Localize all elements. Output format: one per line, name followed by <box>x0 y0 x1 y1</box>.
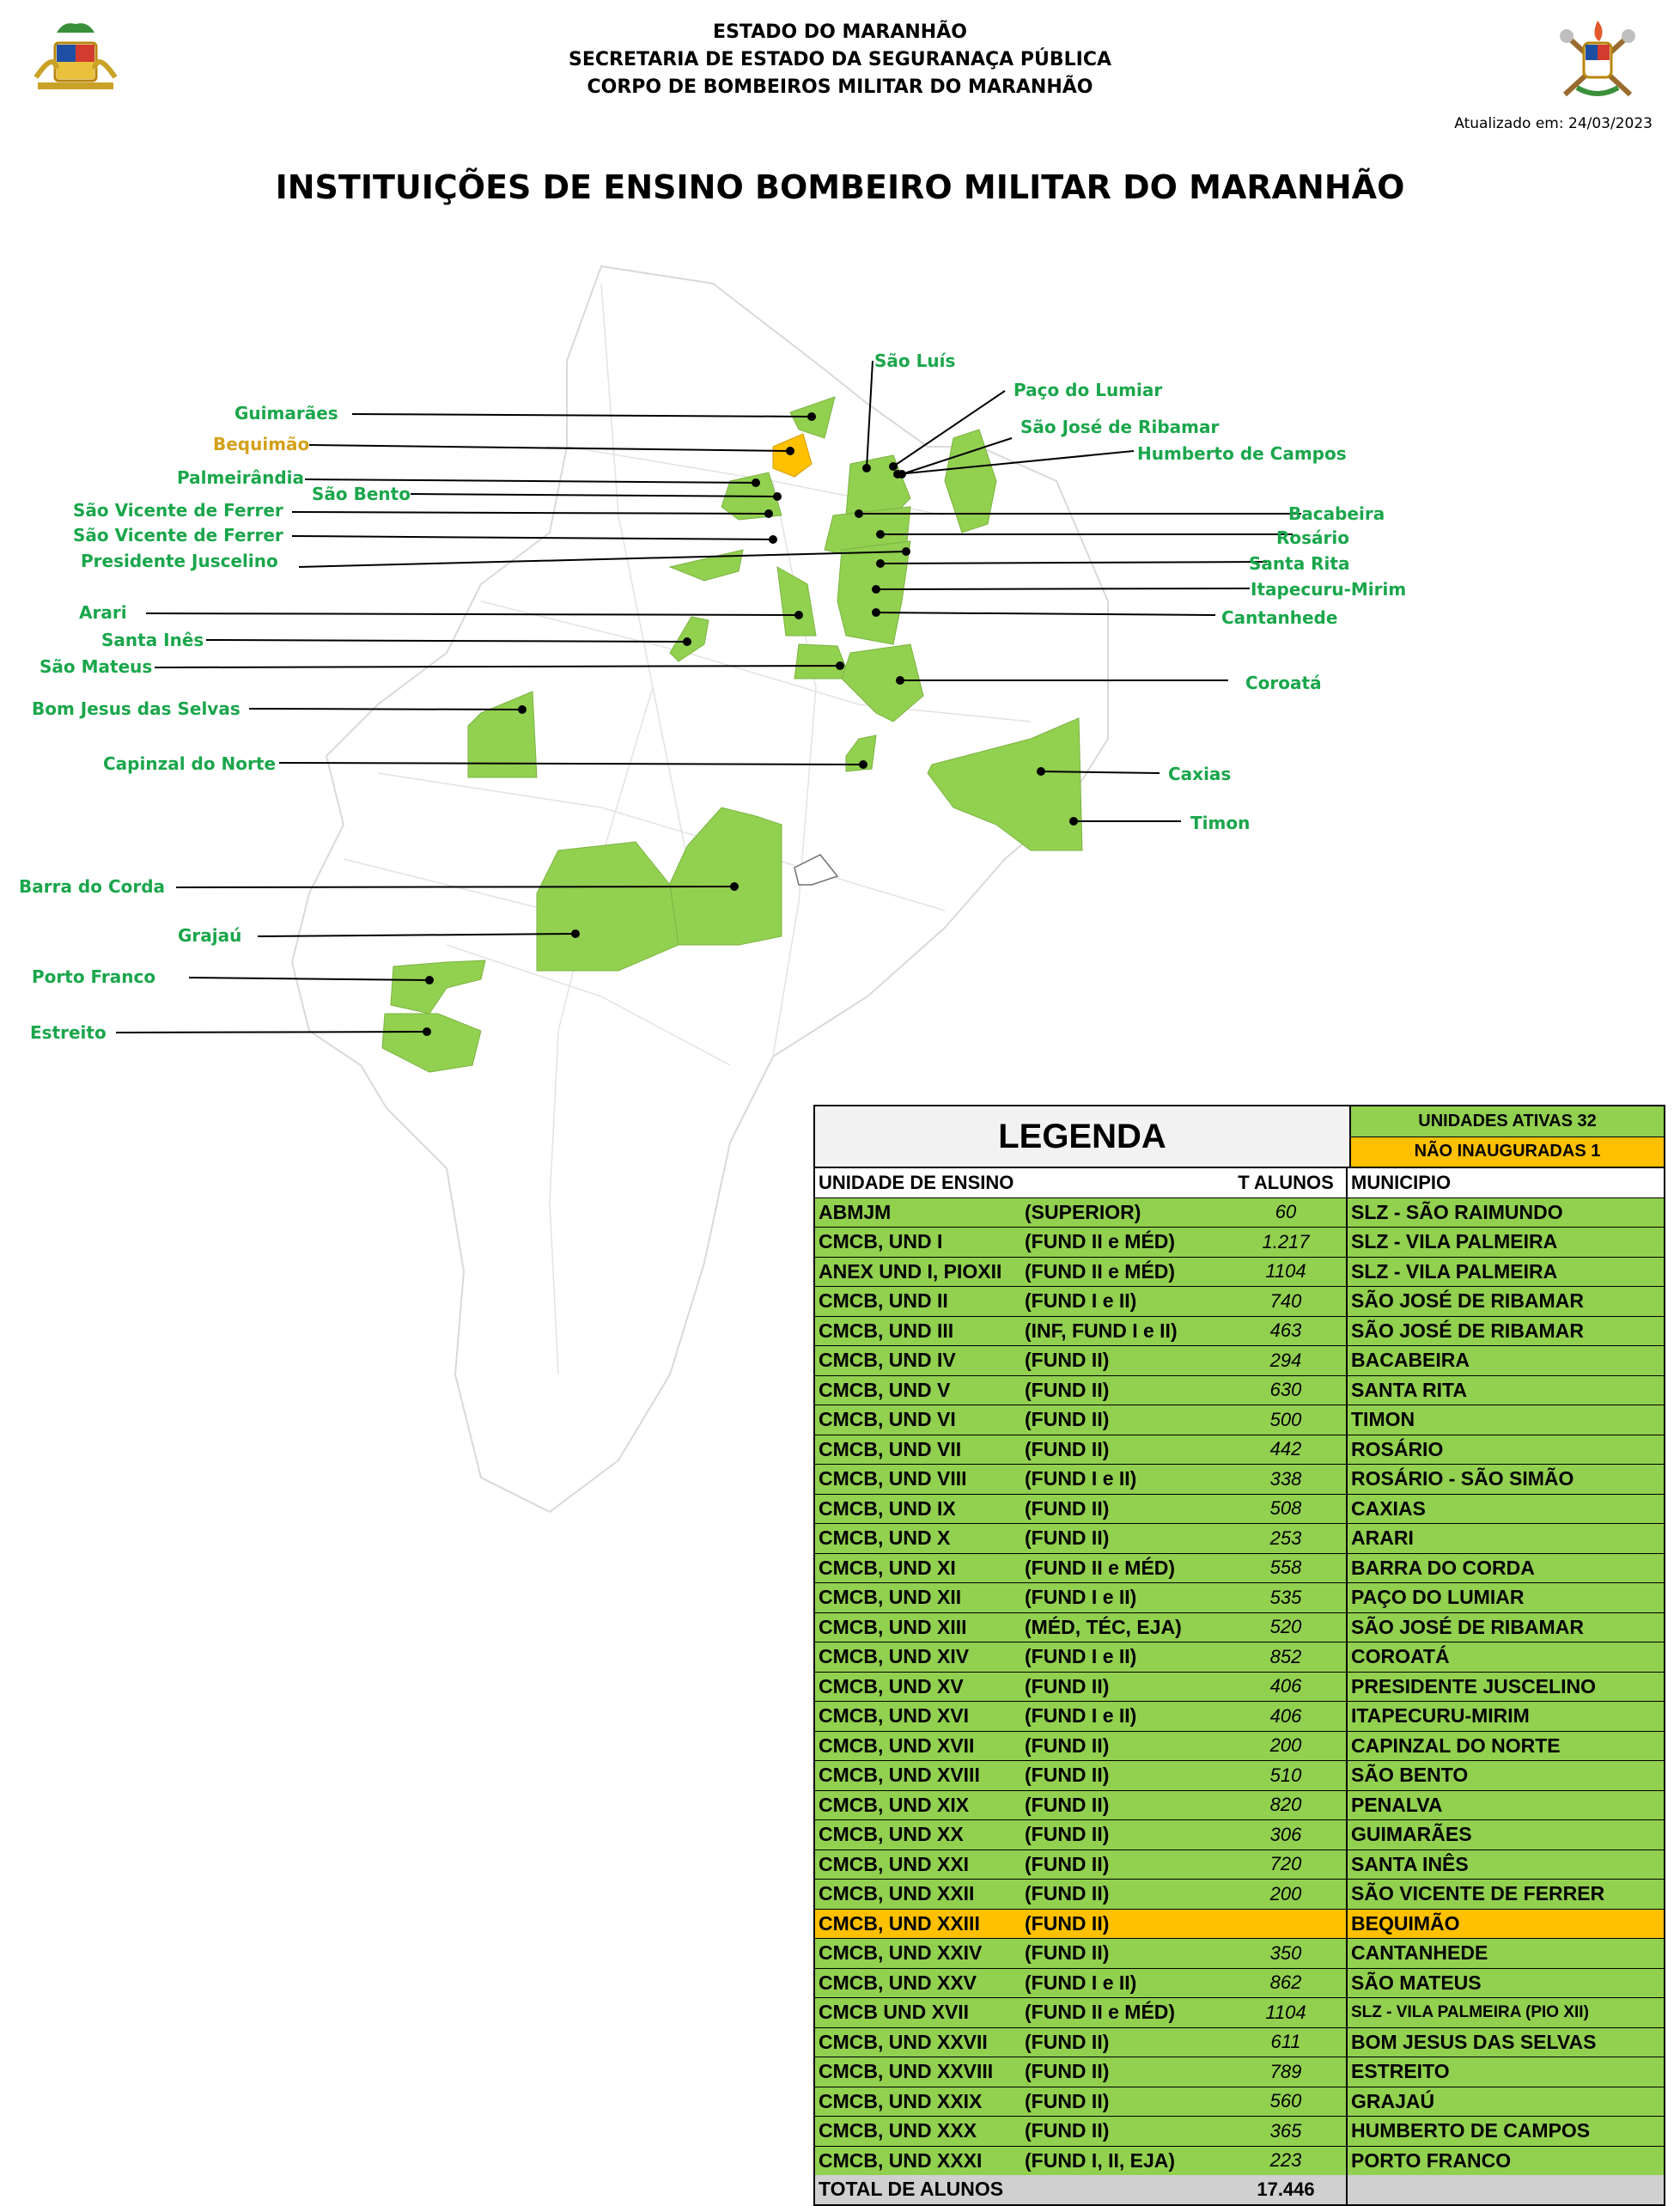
unit-students: 535 <box>1226 1583 1348 1612</box>
unit-level: (FUND I e II) <box>1025 1467 1137 1490</box>
unit-name: ABMJM <box>819 1200 892 1223</box>
unit-name: CMCB, UND III <box>819 1319 954 1342</box>
unit-city: ROSÁRIO <box>1351 1437 1444 1460</box>
unit-students: 406 <box>1226 1673 1348 1702</box>
unit-city: CAPINZAL DO NORTE <box>1351 1734 1561 1757</box>
label-sao-mateus: São Mateus <box>40 656 153 677</box>
unit-students: 338 <box>1226 1465 1348 1494</box>
unit-level: (FUND II e MÉD) <box>1025 1230 1176 1253</box>
unit-level: (MÉD, TÉC, EJA) <box>1025 1615 1182 1638</box>
pending-units-stat <box>1351 1137 1664 1167</box>
unit-city: SÃO JOSÉ DE RIBAMAR <box>1351 1289 1584 1313</box>
unit-level: (INF, FUND I e II) <box>1025 1319 1178 1342</box>
unit-level: (FUND II) <box>1025 1674 1110 1697</box>
unit-city: SÃO JOSÉ DE RIBAMAR <box>1351 1615 1584 1638</box>
pending-units-label: NÃO INAUGURADAS <box>1414 1142 1586 1161</box>
unit-level: (FUND II) <box>1025 1852 1110 1875</box>
unit-level: (FUND II e MÉD) <box>1025 2001 1176 2024</box>
unit-level: (FUND I e II) <box>1025 1289 1137 1313</box>
unit-students: 1.217 <box>1226 1228 1348 1257</box>
unit-level: (FUND II) <box>1025 2030 1110 2053</box>
unit-name: CMCB, UND XXIII <box>819 1911 980 1935</box>
label-estreito: Estreito <box>30 1022 107 1043</box>
unit-city: PRESIDENTE JUSCELINO <box>1351 1674 1596 1697</box>
unit-students: 442 <box>1226 1435 1348 1465</box>
header-students: T ALUNOS <box>1226 1168 1348 1197</box>
unit-level: (FUND II) <box>1025 2060 1110 2083</box>
table-row <box>815 2057 1664 2087</box>
unit-name: CMCB, UND XXX <box>819 2119 977 2142</box>
unit-students: 611 <box>1226 2028 1348 2057</box>
label-cantanhede: Cantanhede <box>1221 607 1338 628</box>
table-row <box>815 1969 1664 1999</box>
unit-students: 60 <box>1226 1198 1348 1228</box>
table-row <box>815 1761 1664 1791</box>
unit-name: CMCB, UND VI <box>819 1408 956 1431</box>
table-row <box>815 2028 1664 2058</box>
unit-level: (FUND I e II) <box>1025 1645 1137 1668</box>
table-row <box>815 1583 1664 1613</box>
unit-city: ITAPECURU-MIRIM <box>1351 1704 1530 1728</box>
unit-city: PAÇO DO LUMIAR <box>1351 1586 1525 1609</box>
unit-level: (FUND II e MÉD) <box>1025 1259 1176 1283</box>
header-city: MUNICIPIO <box>1351 1171 1452 1193</box>
unit-level: (FUND II) <box>1025 1734 1110 1757</box>
active-units-stat <box>1351 1106 1664 1137</box>
table-row <box>815 1465 1664 1495</box>
unit-city: COROATÁ <box>1351 1645 1450 1668</box>
unit-level: (FUND I e II) <box>1025 1704 1137 1728</box>
unit-students: 306 <box>1226 1820 1348 1850</box>
unit-name: CMCB, UND XVI <box>819 1704 970 1728</box>
unit-level: (FUND II) <box>1025 2119 1110 2142</box>
table-row <box>815 1613 1664 1643</box>
unit-name: ANEX UND I, PIOXII <box>819 1259 1002 1283</box>
unit-name: CMCB, UND XVIII <box>819 1764 980 1787</box>
unit-level: (FUND I e II) <box>1025 1586 1137 1609</box>
legend-title: LEGENDA <box>815 1106 1351 1167</box>
header-block <box>0 19 1680 101</box>
unit-name: CMCB, UND II <box>819 1289 948 1313</box>
table-row <box>815 1287 1664 1317</box>
label-caxias: Caxias <box>1168 764 1232 784</box>
table-row <box>815 1702 1664 1732</box>
label-itapecuru-mirim: Itapecuru-Mirim <box>1251 579 1407 600</box>
table-row <box>815 1228 1664 1258</box>
label-sao-vicente-de-ferrer-1: São Vicente de Ferrer <box>73 500 283 521</box>
unit-city: SÃO VICENTE DE FERRER <box>1351 1882 1605 1905</box>
unit-name: CMCB, UND XIX <box>819 1793 970 1816</box>
unit-name: CMCB, UND XX <box>819 1823 964 1846</box>
unit-students: 510 <box>1226 1761 1348 1790</box>
label-presidente-juscelino: Presidente Juscelino <box>81 551 278 571</box>
pending-units-count: 1 <box>1591 1142 1601 1161</box>
unit-level: (FUND I e II) <box>1025 1971 1137 1994</box>
unit-level: (FUND II) <box>1025 1793 1110 1816</box>
header-state: ESTADO DO MARANHÃO <box>713 21 967 43</box>
label-paco-do-lumiar: Paço do Lumiar <box>1013 380 1163 400</box>
unit-students: 508 <box>1226 1495 1348 1524</box>
unit-name: CMCB UND XVII <box>819 2001 970 2024</box>
unit-level: (FUND II) <box>1025 1941 1110 1965</box>
unit-students: 862 <box>1226 1969 1348 1998</box>
unit-students: 720 <box>1226 1850 1348 1880</box>
unit-city: GRAJAÚ <box>1351 2089 1435 2112</box>
unit-city: CANTANHEDE <box>1351 1941 1488 1965</box>
unit-city: BARRA DO CORDA <box>1351 1556 1535 1579</box>
table-row <box>815 1642 1664 1673</box>
unit-city: SLZ - VILA PALMEIRA (PIO XII) <box>1351 2002 1589 2021</box>
unit-students: 520 <box>1226 1613 1348 1642</box>
unit-city: BEQUIMÃO <box>1351 1911 1460 1935</box>
label-porto-franco: Porto Franco <box>32 966 156 987</box>
unit-students: 223 <box>1226 2147 1348 2176</box>
unit-students: 740 <box>1226 1287 1348 1316</box>
unit-level: (FUND II) <box>1025 1823 1110 1846</box>
table-row <box>815 1435 1664 1466</box>
unit-students: 350 <box>1226 1939 1348 1968</box>
unit-level: (FUND II) <box>1025 1527 1110 1550</box>
label-sao-vicente-de-ferrer-2: São Vicente de Ferrer <box>73 525 283 545</box>
unit-students: 558 <box>1226 1554 1348 1583</box>
unit-level: (FUND II) <box>1025 1911 1110 1935</box>
label-santa-rita: Santa Rita <box>1249 553 1350 574</box>
unit-name: CMCB, UND XII <box>819 1586 962 1609</box>
label-barra-do-corda: Barra do Corda <box>19 876 166 897</box>
table-row <box>815 1258 1664 1288</box>
unit-city: SLZ - SÃO RAIMUNDO <box>1351 1200 1563 1223</box>
label-grajau: Grajaú <box>178 925 242 946</box>
unit-city: SÃO JOSÉ DE RIBAMAR <box>1351 1319 1584 1342</box>
label-sao-luis: São Luís <box>874 350 956 371</box>
unit-name: CMCB, UND XXIX <box>819 2089 983 2112</box>
unit-level: (FUND II) <box>1025 1437 1110 1460</box>
unit-students: 1104 <box>1226 1258 1348 1287</box>
table-row <box>815 1939 1664 1969</box>
label-palmeirandia: Palmeirândia <box>177 467 304 488</box>
label-coroata: Coroatá <box>1245 673 1322 693</box>
unit-city: HUMBERTO DE CAMPOS <box>1351 2119 1591 2142</box>
label-bom-jesus-das-selvas: Bom Jesus das Selvas <box>32 698 240 719</box>
unit-students: 1104 <box>1226 1998 1348 2027</box>
unit-level: (FUND II) <box>1025 1882 1110 1905</box>
unit-name: CMCB, UND IX <box>819 1496 956 1520</box>
table-row <box>815 1554 1664 1584</box>
unit-city: BACABEIRA <box>1351 1349 1470 1372</box>
unit-city: TIMON <box>1351 1408 1415 1431</box>
table-row <box>815 2117 1664 2147</box>
unit-students: 365 <box>1226 2117 1348 2146</box>
unit-students: 560 <box>1226 2087 1348 2117</box>
total-row <box>815 2175 1664 2204</box>
table-row <box>815 2087 1664 2118</box>
unit-name: CMCB, UND XIII <box>819 1615 967 1638</box>
unit-name: CMCB, UND XIV <box>819 1645 970 1668</box>
unit-name: CMCB, UND XI <box>819 1556 956 1579</box>
unit-city: SLZ - VILA PALMEIRA <box>1351 1259 1558 1283</box>
table-row <box>815 1405 1664 1435</box>
label-capinzal-do-norte: Capinzal do Norte <box>103 753 277 774</box>
unit-name: CMCB, UND IV <box>819 1349 956 1372</box>
table-row <box>815 1495 1664 1525</box>
unit-name: CMCB, UND XXV <box>819 1971 977 1994</box>
unit-name: CMCB, UND XV <box>819 1674 964 1697</box>
unit-city: CAXIAS <box>1351 1496 1426 1520</box>
unit-level: (FUND II) <box>1025 2089 1110 2112</box>
unit-level: (SUPERIOR) <box>1025 1200 1141 1223</box>
active-units-label: UNIDADES ATIVAS <box>1418 1111 1573 1130</box>
label-arari: Arari <box>79 602 127 623</box>
table-row <box>815 2147 1664 2176</box>
updated-date: Atualizado em: 24/03/2023 <box>1454 115 1653 132</box>
unit-city: SLZ - VILA PALMEIRA <box>1351 1230 1558 1253</box>
unit-level: (FUND II) <box>1025 1378 1110 1401</box>
unit-students: 820 <box>1226 1791 1348 1820</box>
total-value: 17.446 <box>1226 2175 1348 2204</box>
unit-city: PENALVA <box>1351 1793 1443 1816</box>
unit-students: 630 <box>1226 1376 1348 1405</box>
unit-city: ESTREITO <box>1351 2060 1450 2083</box>
label-rosario: Rosário <box>1276 527 1349 548</box>
unit-name: CMCB, UND XXXI <box>819 2148 983 2172</box>
unit-city: ROSÁRIO - SÃO SIMÃO <box>1351 1467 1574 1490</box>
unit-students: 463 <box>1226 1317 1348 1346</box>
table-row <box>815 1732 1664 1762</box>
unit-students: 852 <box>1226 1642 1348 1672</box>
legend-rows <box>815 1198 1664 2176</box>
table-row <box>815 1317 1664 1347</box>
active-units-count: 32 <box>1577 1111 1597 1130</box>
unit-city: SÃO MATEUS <box>1351 1971 1482 1994</box>
table-row <box>815 1910 1664 1940</box>
unit-students: 200 <box>1226 1732 1348 1761</box>
unit-students: 294 <box>1226 1346 1348 1375</box>
unit-level: (FUND II) <box>1025 1496 1110 1520</box>
unit-city: ARARI <box>1351 1527 1414 1550</box>
unit-level: (FUND II) <box>1025 1349 1110 1372</box>
unit-city: SANTA RITA <box>1351 1378 1468 1401</box>
unit-level: (FUND II) <box>1025 1408 1110 1431</box>
unit-name: CMCB, UND V <box>819 1378 951 1401</box>
table-row <box>815 1376 1664 1406</box>
table-row <box>815 1198 1664 1228</box>
unit-name: CMCB, UND XVII <box>819 1734 975 1757</box>
label-santa-ines: Santa Inês <box>101 630 204 650</box>
unit-name: CMCB, UND X <box>819 1527 951 1550</box>
unit-name: CMCB, UND XXVIII <box>819 2060 994 2083</box>
unit-name: CMCB, UND VII <box>819 1437 962 1460</box>
unit-name: CMCB, UND XXII <box>819 1882 975 1905</box>
unit-students: 253 <box>1226 1524 1348 1553</box>
legend-header <box>815 1106 1664 1168</box>
unit-city: GUIMARÃES <box>1351 1823 1472 1846</box>
unit-students: 200 <box>1226 1880 1348 1909</box>
unit-level: (FUND II e MÉD) <box>1025 1556 1176 1579</box>
unit-name: CMCB, UND VIII <box>819 1467 967 1490</box>
unit-level: (FUND II) <box>1025 1764 1110 1787</box>
label-bequimao: Bequimão <box>213 434 310 454</box>
unit-students: 789 <box>1226 2057 1348 2087</box>
unit-name: CMCB, UND XXI <box>819 1852 970 1875</box>
unit-city: PORTO FRANCO <box>1351 2148 1512 2172</box>
table-row <box>815 1673 1664 1703</box>
unit-name: CMCB, UND I <box>819 1230 943 1253</box>
unit-city: SANTA INÊS <box>1351 1852 1469 1875</box>
header-secretariat: SECRETARIA DE ESTADO DA SEGURANAÇA PÚBLICA <box>568 49 1111 70</box>
label-bacabeira: Bacabeira <box>1288 503 1385 524</box>
legend-table <box>813 1105 1665 2206</box>
table-row <box>815 1346 1664 1376</box>
unit-city: BOM JESUS DAS SELVAS <box>1351 2030 1597 2053</box>
table-row <box>815 1850 1664 1880</box>
unit-name: CMCB, UND XXVII <box>819 2030 988 2053</box>
table-row <box>815 1791 1664 1821</box>
header-unit: UNIDADE DE ENSINO <box>819 1171 1014 1193</box>
unit-students: 500 <box>1226 1405 1348 1435</box>
page-title: INSTITUIÇÕES DE ENSINO BOMBEIRO MILITAR DO MARANHÃO <box>275 168 1405 206</box>
table-row <box>815 1998 1664 2028</box>
label-sao-bento: São Bento <box>312 484 411 504</box>
label-timon: Timon <box>1190 813 1251 833</box>
header-fire-corps: CORPO DE BOMBEIROS MILITAR DO MARANHÃO <box>587 76 1093 98</box>
unit-name: CMCB, UND XXIV <box>819 1941 983 1965</box>
unit-students: 406 <box>1226 1702 1348 1731</box>
table-row <box>815 1820 1664 1850</box>
label-humberto-de-campos: Humberto de Campos <box>1137 443 1347 464</box>
label-sao-jose-de-ribamar: São José de Ribamar <box>1020 417 1220 437</box>
table-row <box>815 1524 1664 1554</box>
unit-level: (FUND I, II, EJA) <box>1025 2148 1176 2172</box>
unit-students <box>1226 1910 1348 1939</box>
label-guimaraes: Guimarães <box>234 403 338 424</box>
legend-column-headers <box>815 1168 1664 1198</box>
legend-stats <box>1351 1106 1664 1167</box>
unit-city: SÃO BENTO <box>1351 1764 1469 1787</box>
table-row <box>815 1880 1664 1910</box>
total-label: TOTAL DE ALUNOS <box>819 2178 1004 2201</box>
